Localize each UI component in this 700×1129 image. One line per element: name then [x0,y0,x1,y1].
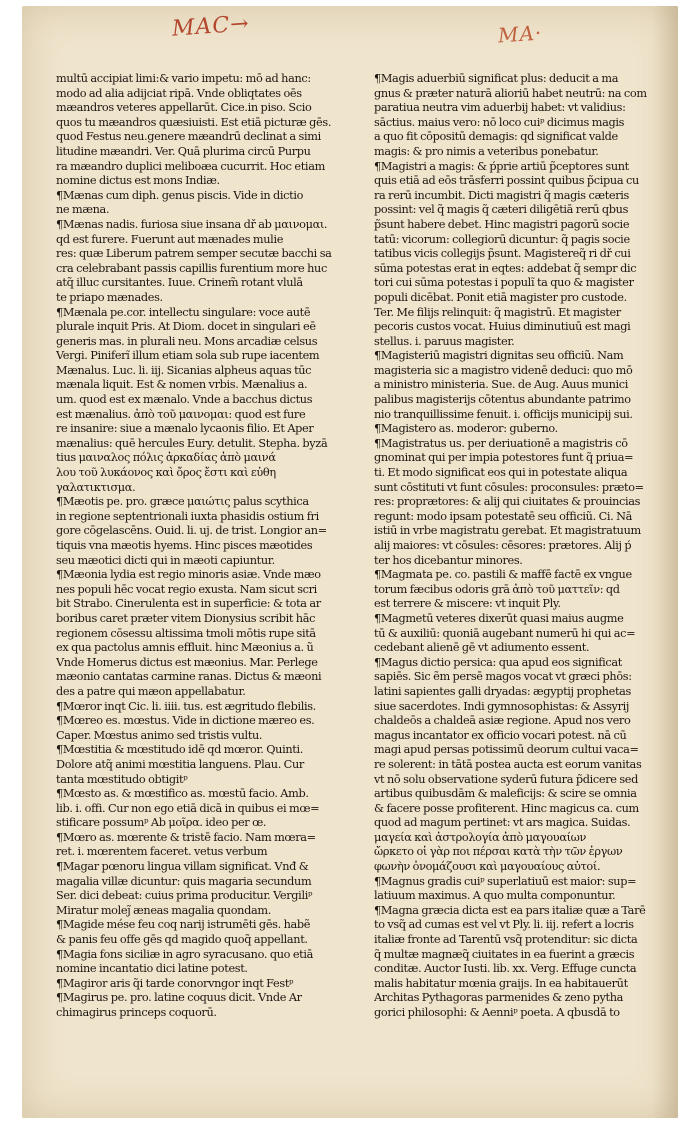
text-line: magus incantator ex officio vocari potest. nā cū [374,728,627,742]
text-line: ter hos dicebantur minores. [374,553,523,567]
text-line: stellus. i. paruus magister. [374,334,515,348]
text-line: bit Strabo. Cinerulenta est in superficie: & tota ar [56,597,321,611]
text-line: tanta mœstitudo obtigitᵖ [56,772,188,786]
text-line: vt nō solu observatione syderū futura p̃dicere sed [374,772,638,786]
text-line: gorici philosophi: & Aenniᵖ poeta. A qbusdā to [374,1006,620,1019]
text-line: est terrere & miscere: vt inquit Ply. [374,597,561,611]
text-line: Vnde Homerus dictus est mæonius. Mar. Perlege [56,655,318,669]
text-line: sapiēs. Sic ẽm persē magos vocat vt græci phōs: [374,670,632,684]
text-line: ¶Magistero as. moderor: guberno. [374,422,558,436]
text-line: ¶Magistri a magis: & ṕprie artiū p̃ceptores sunt [374,159,629,173]
text-line: nes populi hēc vocat regio exusta. Nam sicut scri [56,582,317,596]
text-line: atq̃ illuc cursitantes. Iuue. Crinem̃ rotant vlulā [56,276,303,290]
text-line: artibus quibusdām & maleficijs: & scire se omnia [374,787,637,801]
text-line: Mænalus. Luc. li. iij. Sicanias alpheus aquas tūc [56,363,312,377]
text-line: Vergi. Piniferĩ illum etiam sola sub rupe iacentem [56,349,320,363]
text-line: Miratur molej̃ æneas magalia quondam. [56,903,271,917]
text-line: litudine mæandri. Ver. Quā plurima circū Purpu [56,144,311,158]
text-line: in regione septentrionali iuxta phasidis ostium fri [56,509,319,523]
text-line: latiuum maximus. A quo multa componuntur. [374,889,616,903]
text-line: possint: vel q̃ magis q̃ cæteri diligētiā rerū qbus [374,203,629,217]
text-line: tori cui sūma potestas i populĩ ta quo & magister [374,276,634,290]
text-line: Architas Pythagoras parmenides & zeno pytha [374,991,624,1005]
text-line: multū accipiat limi:& vario impetu: mō ad hanc: [56,72,311,85]
text-line: ¶Mæotis pe. pro. græce μαιώτις palus scythica [56,495,309,509]
text-line: ti. Et modo significat eos qui in potestate aliqua [374,466,628,480]
text-line: tatū: vicorum: collegiorū dicuntur: q̃ pagis socie [374,232,630,246]
text-line: nomine incantatio dici latine potest. [56,962,248,976]
text-line: regunt: modo ipsam potestatē seu officiũ. Ci. Nā [374,509,633,523]
text-line: magis: & pro nimis a veteribus ponebatur. [374,144,599,158]
text-line: quis etiā ad eōs trāsferri possint quibus p̃cipua cu [374,174,639,188]
text-line: ret. i. mœrentem faceret. vetus verbum [56,845,268,859]
text-line: palibus magisterijs cōtentus abundante patrimo [374,393,631,407]
text-line: quod Festus neu.genere mæandrū declinat a simi [56,130,321,144]
text-line: & panis feu offe gēs qd magido quoq̃ appellant. [56,933,308,947]
text-line: magisteria sic a magistro videnē deduci: quo mō [374,363,633,377]
text-line: ¶Magirus pe. pro. latine coquus dicit. Vnde Ar [56,991,302,1005]
text-line: Dolore atq̃ animi mœstitia languens. Plau. Cur [56,757,304,771]
text-line: alij maiores: vt cōsules: cēsores: prætores. Alij ṕ [374,539,632,552]
text-line: ¶Magis aduerbiū significat plus: deducit̃ a ma [374,72,619,85]
text-line: & facere posse profiterent. Hinc magicus ca. cum [374,801,639,815]
text-line: ne mæna. [56,203,110,217]
text-line: p̃sunt habere debet. Hinc magistri pagorū socie [374,217,630,231]
text-line: ¶Magmata pe. co. pastili & maffē factē ex vngue [374,568,632,582]
text-line: μαγεία καὶ ἀστρολογία ἀπὸ μαγουαίων [374,830,587,844]
running-head-right: MA· [497,20,544,48]
text-line: ¶Magus dictio persica: qua apud eos significat [374,655,622,669]
text-line: ¶Mœro as. mœrente & tristē facio. Nam mœra= [56,830,316,844]
text-line: pecoris custos vocat. Huius diminutiuū est magi [374,320,631,334]
text-line: nomine dictus est mons Indiæ. [56,174,220,188]
text-line: tiquis vna mæotis hyems. Hinc pisces mæotides [56,539,313,552]
text-line: γαλατικτισμα. [56,480,136,494]
text-line: gnus & præter naturā alioriū habet neutrū: na com [374,86,647,100]
text-line: cra celebrabant passis capillis furentium more huc [56,261,327,275]
text-line: ¶Magnus gradis cuiᵖ superlatiuū est maior: sup= [374,874,637,888]
text-line: ¶Mænas cum diph. genus piscis. Vide in dictio [56,188,304,202]
text-line: tius μαιναλος πόλις ἀρκαδίας ἀπὸ μαινά [56,451,276,465]
text-line: modo ad alia adijciat ripā. Vnde obliqtates oēs [56,86,302,100]
text-line: a ministro ministeria. Sue. de Aug. Auus munici [374,378,629,392]
text-line: tatibus vicis collegijs p̃sunt. Magistereq̃ ri dř cui [374,247,631,261]
text-line: quod ad magum pertinet: vt ars magica. Suidas. [374,816,631,830]
running-head-left: MAC→ [171,11,251,42]
text-line: ¶Mœror inqt Cic. li. iiii. tus. est ægritudo flebilis. [56,699,316,713]
text-line: ὤρκετο οἱ γὰρ ποι πέρσαι κατὰ τὴν τῶν ἐργων [374,845,623,859]
text-line: generis mas. in plurali neu. Mons arcadiæ celsus [56,334,318,348]
text-line: est mænalius. ἀπὸ τοῦ μαινομαι: quod est fure [56,407,306,421]
text-line: te priapo mænades. [56,290,163,304]
text-line: quos tu mæandros quæsiuisti. Est etiā picturæ gēs. [56,115,332,129]
text-line: ex qua pactolus amnis effluit. hinc Mæonius a. ũ [56,641,314,655]
text-line: plurale inquit Pris. At Diom. docet in singulari eē [56,320,316,334]
text-line: re solerent: in tātā postea aucta est eorum vanitas [374,757,642,771]
text-line: Ser. dici debeat: cuius prima producitur. Vergiliᵖ [56,889,313,903]
text-line: ¶Mœsto as. & mœstifico as. mœstū facio. Amb. [56,787,309,801]
text-line: ¶Mœstitia & mœstitudo idē qd mœror. Quinti. [56,743,303,757]
text-line: regionem cōsessu altissima tmoli mōtis rupe sitā [56,626,316,640]
text-line: qd est furere. Fuerunt aut mænades mulie [56,232,284,246]
text-line: sunt cōstituti vt funt cōsules: proconsules: præto= [374,480,644,494]
text-line: res: proprætores: & alij qui ciuitates & prouincias [374,495,641,509]
text-line: italiæ fronte ad Tarentū vsq̃ protenditur: sic dicta [374,933,638,947]
text-line: Ter. Me filijs relinquit: q̃ magistrū. Et magister [374,305,621,319]
text-line: latini sapientes galli dryadas: ægyptij prophetas [374,684,631,698]
text-line: ¶Magar pœnoru lingua villam significat. Vnđ & [56,860,309,874]
text-line: ¶Mænala pe.cor. intellectu singulare: voce autē [56,305,311,319]
text-line: chaldeōs a chaldeā asiæ regione. Apud nos vero [374,714,631,728]
text-line: mæandros veteres appellarūt. Cice.in piso. Scio [56,101,312,115]
text-line: res: quæ Liberum patrem semper secutæ bacchi sa [56,247,332,261]
text-line: to vsq̃ ad cumas est vel vt Ply. li. iij. refert a locris [374,918,634,932]
text-line: stificare possumᵖ Ab μοῖρα. ideo per œ. [56,816,267,830]
text-line: sāctius. maius vero: nō loco cuiᵖ dicimus magis [374,115,625,129]
text-line: gnominat̃ qui per impia potestores funt q̃ priua= [374,451,634,465]
text-line: ¶Magiror aris q̃i tarde conorvngor inqt Festᵖ [56,976,294,990]
text-line: istiū in vrbe magistratu gerebat. Et magistratuum [374,524,641,538]
text-line: gore cōgelascēns. Ouid. li. uj. de trist. Longior an= [56,524,327,538]
text-line: paratiua neutra vim aduerbij habet: vt validius: [374,101,626,115]
text-line: torum fæcibus odoris grā ἀπὸ τοῦ ματτεῖν: qd [374,582,620,596]
text-line: q̃ multæ magnæq̃ ciuitates in ea fuerint a græcis [374,947,635,961]
text-line: malis habitatur mœnia graijs. In ea habitauerūt [374,976,628,990]
text-column-right [374,72,665,1021]
text-line: ¶Magia fons siciliæ in agro syracusano. quo etiā [56,947,314,961]
text-line: ¶Magide mése feu coq narij istrumēti gēs. habẽ [56,918,311,932]
text-line: chimagirus princeps coquorū. [56,1006,217,1019]
text-line: boribus caret præter vitem Dionysius scribit hāc [56,611,316,625]
text-line: ¶Magisteriū magistri dignitas seu officiũ. Nam [374,349,624,363]
text-line: tū & auxiliū: quoniā augebant numerū hi qui ac= [374,626,636,640]
text-line: magi apud persas potissimū deorum cultui vaca= [374,743,639,757]
text-line: um. quod est ex mænalo. Vnde a bacchus dictus [56,393,313,407]
text-line: ra mæandro duplici meliboæa cucurrit. Hoc etiam [56,159,325,173]
text-line: a quo fit cōpositū demagis: qd significat valde [374,130,618,144]
text-line: ¶Magna græcia dicta est ea pars italiæ quæ a Tarē [374,903,646,917]
text-line: siue sacerdotes. Indi gymnosophistas: & Assyrij [374,699,630,713]
text-line: ra rerū incumbit. Dicti magistri q̃ magis cæteris [374,188,630,202]
text-column-left [56,72,351,1021]
text-line: ¶Mæonia lydia est regio minoris asiæ. Vnde mæo [56,568,321,582]
text-line: seu mæotici dicti qui in mæoti capiuntur. [56,553,275,567]
text-line: ¶Mænas nadis. furiosa siue insana dř ab μαινομαι. [56,217,328,231]
text-line: conditæ. Auctor Iusti. lib. xx. Verg. Effuge cuncta [374,962,637,976]
text-line: φωνὴν ὀνομάζουσι καὶ μαγουαίους αὐτοί. [374,860,601,874]
text-line: magalia villæ dicuntur: quis magaria secundum [56,874,312,888]
text-line: nio tranquillissime fenuit. i. officijs municipij sui. [374,407,633,421]
text-line: mænala liquit. Est & nomen vrbis. Mænalius a. [56,378,308,392]
text-line: populi dicēbat. Ponit etiā magister pro custode. [374,290,627,304]
text-line: re insanire: siue a mænalo lycaonis filio. Et Aper [56,422,314,436]
text-line: Caper. Mœstus animo sed tristis vultu. [56,728,263,742]
text-line: mæonio cantatas carmine ranas. Dictus & mæoni [56,670,322,684]
text-line: ¶Mœreo es. mœstus. Vide in dictione mæreo es. [56,714,315,728]
text-line: ¶Magistratus us. per deriuationē a magistris cō [374,436,628,450]
text-line: lib. i. offi. Cur non ego etiā dicā in quibus ei mœ= [56,801,320,815]
text-line: des a patre qui mæon appellabatur. [56,684,246,698]
text-line: ¶Magmetū veteres dixerūt quasi maius augme [374,611,624,625]
text-line: λου τοῦ λυκάονος καὶ ὄρος ἔστι καὶ εὐθη [56,466,276,480]
text-line: cedebant alienē gē vt adiumento essent. [374,641,590,655]
text-line: mænalius: quē hercules Eury. detulit. Stepha. byzā [56,436,328,450]
text-line: sūma potestas erat in eqtes: addebat̃ q̃ sempr dic [374,261,637,275]
